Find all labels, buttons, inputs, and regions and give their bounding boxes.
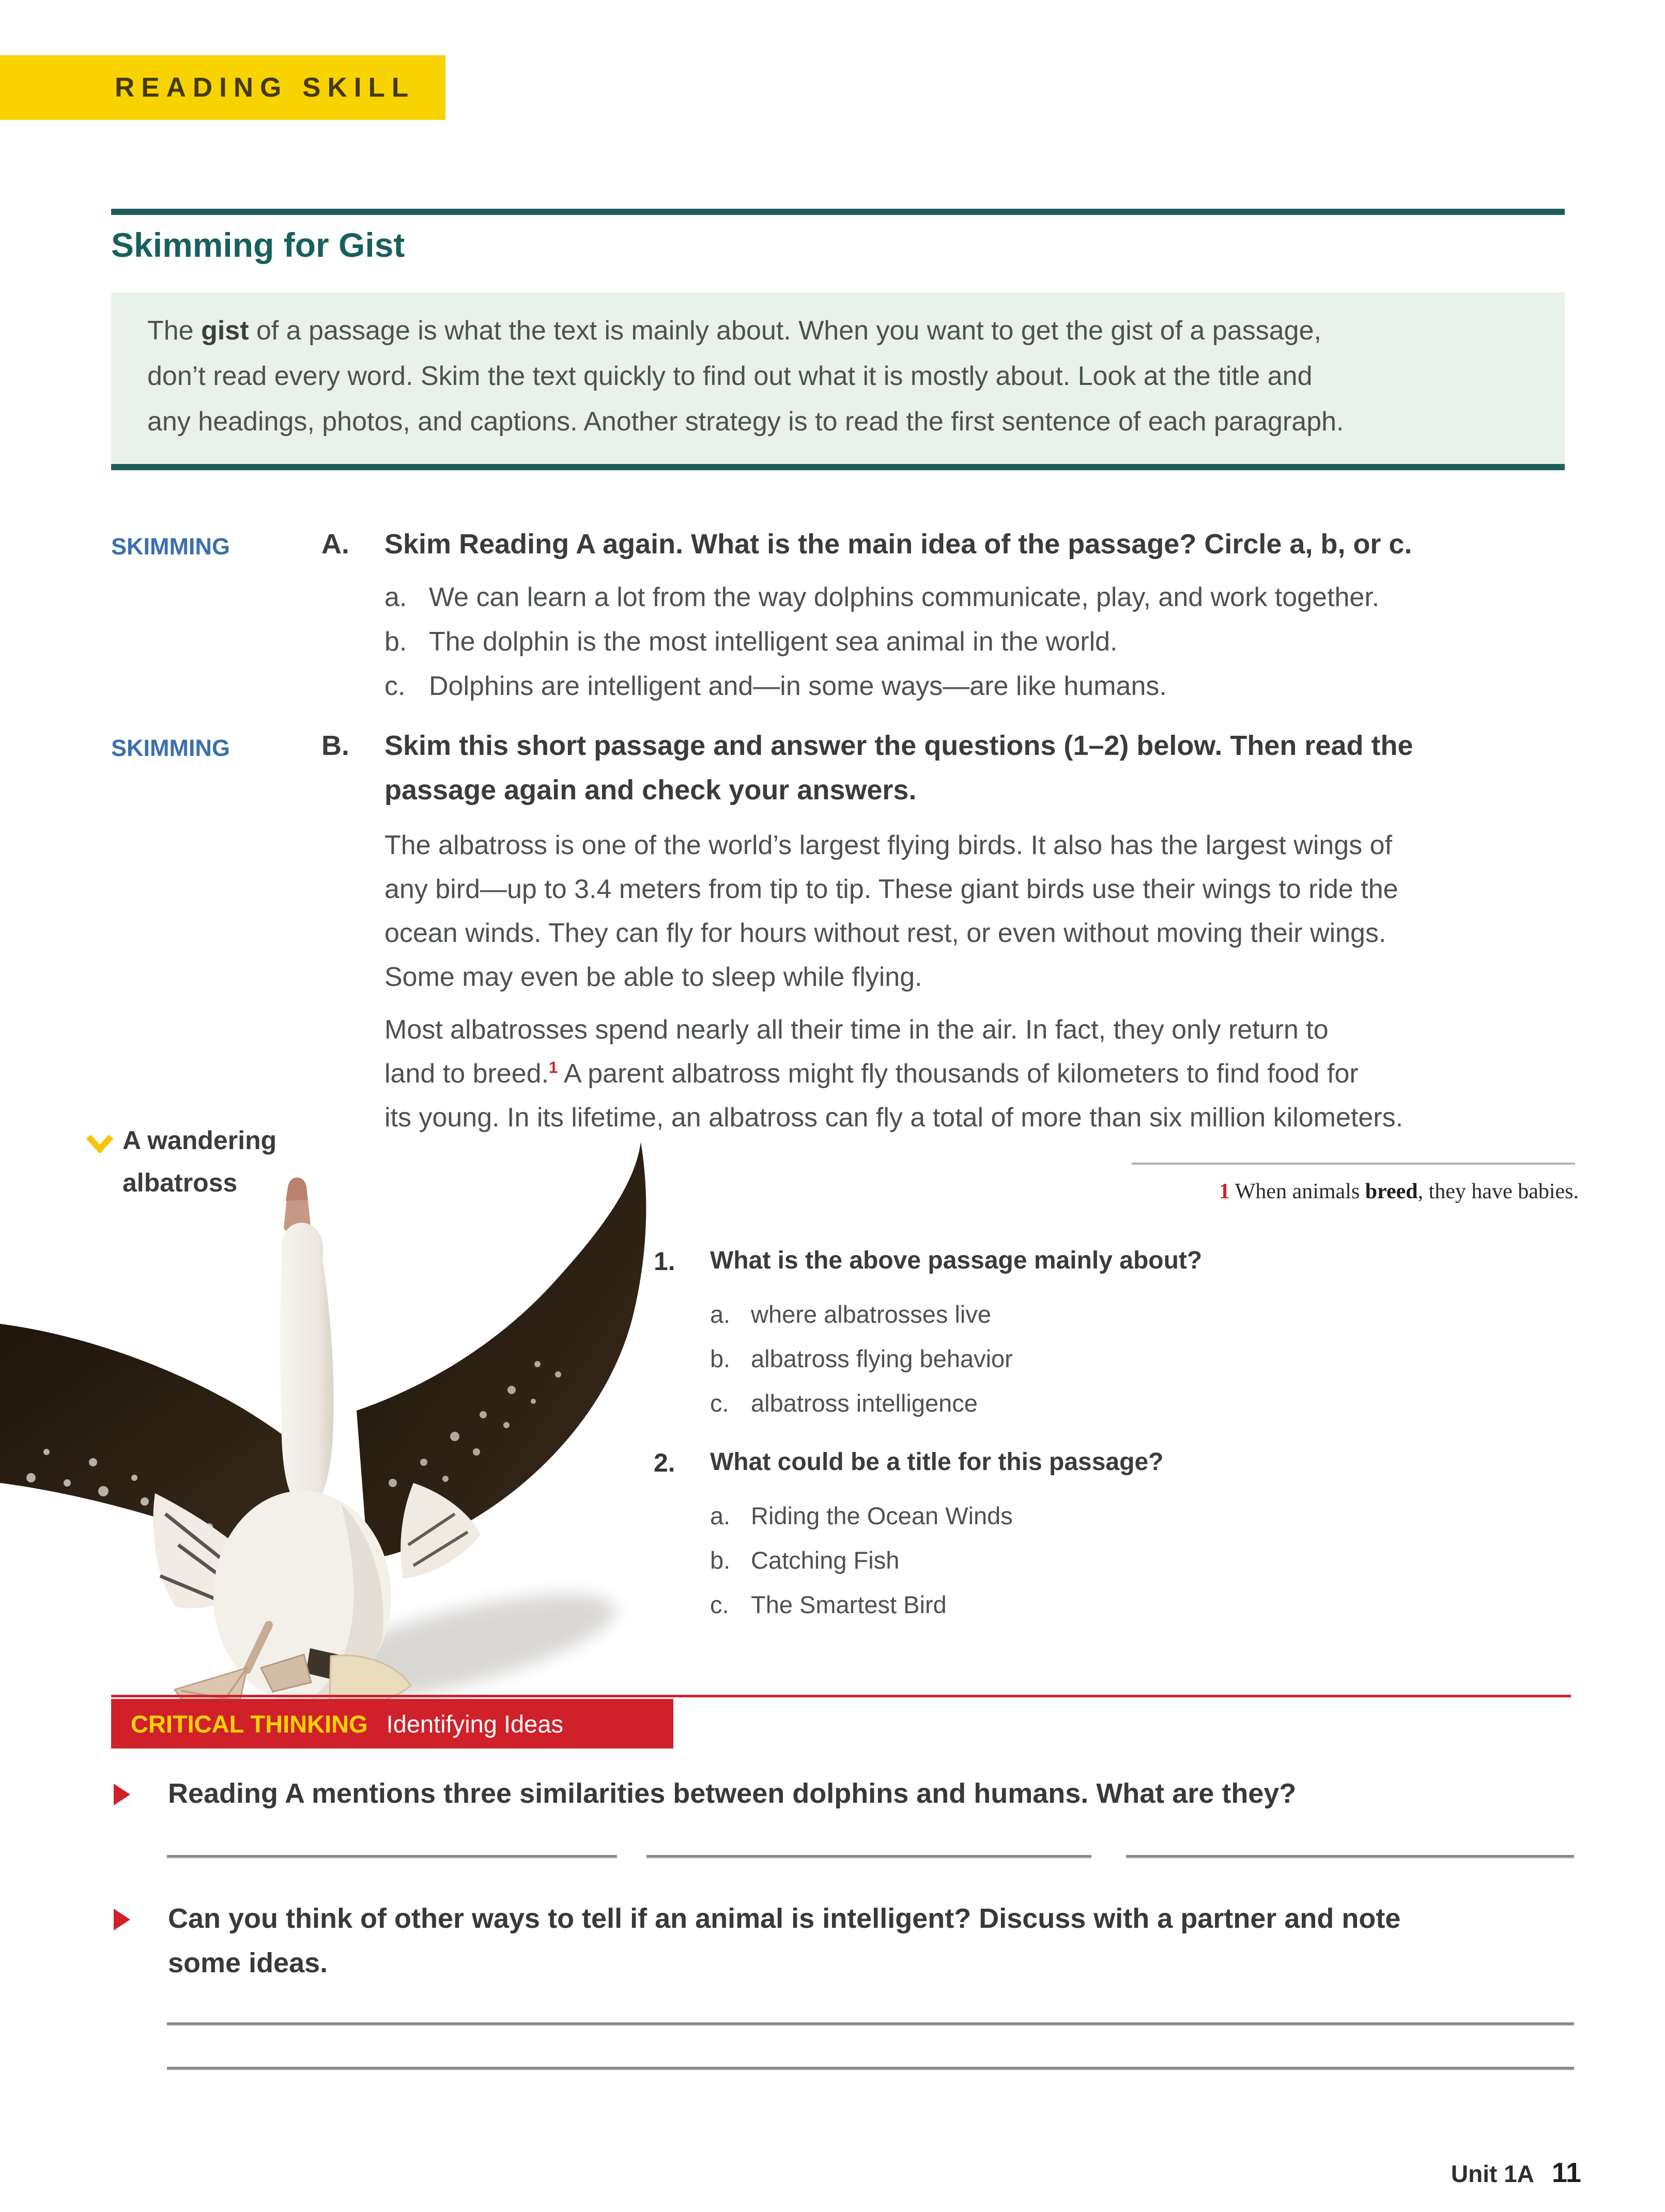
option-text: The dolphin is the most intelligent sea animal in the world. <box>429 627 1118 657</box>
critical-thinking-banner <box>111 1699 673 1749</box>
skill-box-line: don’t read every word. Skim the text quickly to find out what it is mostly about. Look at the title and <box>147 361 1313 391</box>
answer-blank-line <box>167 1855 617 1859</box>
skill-box-bold-term: gist <box>201 316 249 346</box>
passage-line: Most albatrosses spend nearly all their time in the air. In fact, they only return to <box>384 1015 1329 1045</box>
skill-box-line: any headings, photos, and captions. Another strategy is to read the first sentence of each paragraph. <box>147 407 1344 437</box>
critical-thinking-subtitle: Identifying Ideas <box>386 1710 563 1738</box>
question-1-number: 1. <box>654 1247 675 1276</box>
answer-blank-line <box>167 2022 1574 2026</box>
exercise-b-prompt-text: Skim this short passage and answer the questions (1–2) below. Then read the <box>384 730 1413 761</box>
answer-blank-line <box>167 2067 1574 2070</box>
bottom-rule <box>111 464 1565 470</box>
question-2-prompt: What could be a title for this passage? <box>710 1448 1164 1476</box>
bullet-triangle-icon <box>114 1909 130 1930</box>
exercise-a-option <box>384 582 1379 613</box>
exercise-b-prompt-line2: passage again and check your answers. <box>384 775 917 806</box>
footnote-text: , they have babies. <box>1417 1180 1579 1203</box>
exercise-b-letter: B. <box>321 730 349 761</box>
side-label-skimming-a: SKIMMING <box>111 533 230 560</box>
option-letter: a. <box>384 582 407 612</box>
banner-label: READING SKILL <box>115 72 415 103</box>
option-text: where albatrosses live <box>751 1301 991 1328</box>
option-text: albatross intelligence <box>751 1389 978 1417</box>
footnote-number: 1 <box>1219 1180 1230 1203</box>
option-text: We can learn a lot from the way dolphins communicate, play, and work together. <box>429 582 1380 612</box>
question-2-option <box>710 1502 1013 1530</box>
page-footer <box>1451 2157 1581 2189</box>
skill-box-text: of a passage is what the text is mainly about. When you want to get the gist of a passage, <box>249 316 1321 346</box>
photo-caption-line1: A wandering <box>122 1126 277 1155</box>
question-2-number: 2. <box>654 1448 675 1477</box>
option-letter: c. <box>384 671 406 701</box>
page-number: 11 <box>1551 2157 1581 2188</box>
footnote <box>1034 1179 1579 1204</box>
option-text: albatross flying behavior <box>751 1345 1013 1372</box>
passage-line: any bird—up to 3.4 meters from tip to tip. These giant birds use their wings to ride the <box>384 874 1398 904</box>
question-1-prompt: What is the above passage mainly about? <box>710 1247 1202 1274</box>
passage-line: Some may even be able to sleep while flying. <box>384 962 922 992</box>
critical-thinking-rule <box>111 1695 1571 1697</box>
option-letter: b. <box>710 1546 731 1574</box>
bird-bill-tip <box>286 1178 307 1201</box>
footnote-bold-term: breed <box>1365 1180 1418 1203</box>
option-text: Riding the Ocean Winds <box>751 1502 1013 1529</box>
question-2-option <box>710 1590 947 1619</box>
section-title: Skimming for Gist <box>111 226 405 264</box>
discussion-question-2-line1: Can you think of other ways to tell if an animal is intelligent? Discuss with a partner and note <box>168 1903 1401 1934</box>
footnote-marker: 1 <box>549 1058 558 1077</box>
discussion-question-1: Reading A mentions three similarities between dolphins and humans. What are they? <box>168 1778 1297 1809</box>
exercise-a-prompt-text: Skim Reading A again. What is the main idea of the passage? Circle a, b, or c. <box>384 529 1412 560</box>
footnote-text: When animals <box>1230 1180 1365 1203</box>
answer-blank-line <box>646 1855 1091 1859</box>
exercise-a-letter: A. <box>321 529 349 560</box>
option-text: The Smartest Bird <box>751 1591 947 1618</box>
reading-skill-banner <box>0 55 445 120</box>
passage-line <box>384 1058 1359 1089</box>
critical-thinking-label: CRITICAL THINKING <box>131 1710 368 1738</box>
passage-line: ocean winds. They can fly for hours without rest, or even without moving their wings. <box>384 918 1386 948</box>
exercise-a-prompt <box>321 528 1412 560</box>
passage-text: land to breed. <box>384 1059 549 1089</box>
question-1-option <box>710 1344 1013 1373</box>
exercise-b-prompt-line1 <box>321 730 1413 762</box>
footnote-divider <box>1132 1163 1575 1165</box>
exercise-a-option <box>384 626 1118 657</box>
side-label-skimming-b: SKIMMING <box>111 735 230 761</box>
discussion-question-2-line2: some ideas. <box>168 1947 328 1978</box>
option-letter: a. <box>710 1301 731 1328</box>
skill-box <box>111 292 1565 464</box>
question-1-option <box>710 1389 978 1417</box>
option-letter: a. <box>710 1502 731 1529</box>
option-letter: b. <box>710 1345 731 1372</box>
passage-line: The albatross is one of the world’s largest flying birds. It also has the largest wings of <box>384 830 1393 860</box>
top-rule <box>111 209 1565 215</box>
option-letter: c. <box>710 1389 729 1417</box>
passage-line: its young. In its lifetime, an albatross can fly a total of more than six million kilometers. <box>384 1103 1404 1133</box>
question-1-option <box>710 1300 991 1328</box>
albatross-image <box>0 1121 775 1700</box>
option-letter: c. <box>710 1591 729 1618</box>
option-text: Catching Fish <box>751 1546 900 1574</box>
exercise-a-option <box>384 671 1167 702</box>
photo-caption-line2: albatross <box>122 1168 238 1197</box>
answer-blank-line <box>1126 1855 1574 1859</box>
right-wing <box>357 1142 646 1559</box>
bird-neck <box>280 1223 334 1510</box>
skill-box-text: The <box>147 316 202 346</box>
bullet-triangle-icon <box>114 1784 130 1805</box>
skill-box-line <box>147 315 1321 346</box>
passage-text: A parent albatross might fly thousands of kilometers to find food for <box>558 1059 1359 1089</box>
question-2-option <box>710 1546 899 1574</box>
unit-label: Unit 1A <box>1451 2160 1534 2187</box>
option-text: Dolphins are intelligent and—in some ways—are like humans. <box>429 671 1167 701</box>
option-letter: b. <box>384 627 407 657</box>
